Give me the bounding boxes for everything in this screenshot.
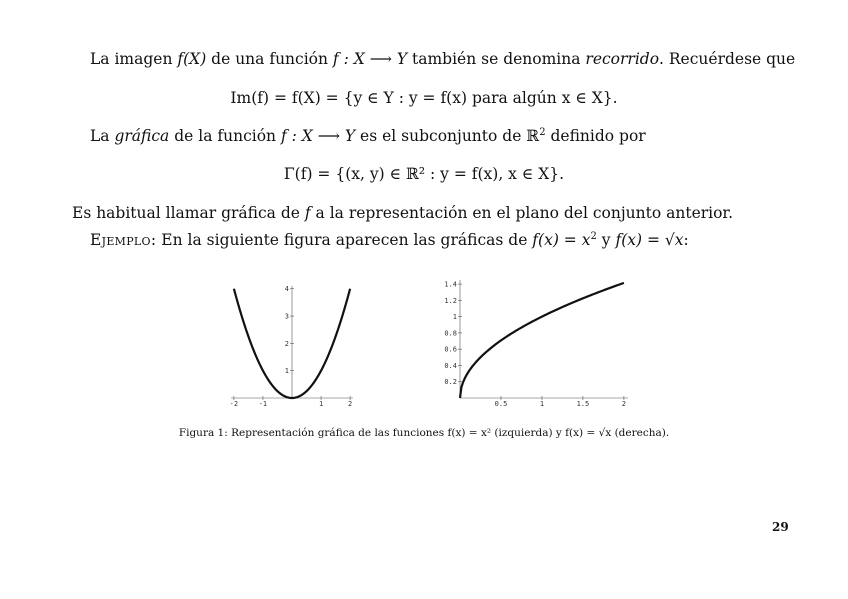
paragraph-image-definition: La imagen f(X) de una función f : X ⟶ Y también se denomina recorrido. Recuérdese que xyxy=(90,50,796,68)
x-tick-label: 2 xyxy=(347,400,353,408)
y-tick-label: 0.2 xyxy=(444,378,457,387)
figure-caption: Figura 1: Representación gráfica de las funciones f(x) = x² (izquierda) y f(x) = √x (derecha). xyxy=(178,427,670,439)
example-label: Ejemplo: xyxy=(90,231,157,249)
y-tick-label: 1 xyxy=(284,367,289,376)
y-tick-label: 0.4 xyxy=(444,361,457,370)
paragraph-representation: Es habitual llamar gráfica de f a la representación en el plano del conjunto anterior. xyxy=(72,204,734,222)
y-tick-label: 4 xyxy=(284,285,289,294)
y-tick-label: 1.4 xyxy=(444,280,457,289)
y-tick-label: 2 xyxy=(284,339,289,348)
equation-image: Im(f) = f(X) = {y ∈ Y : y = f(x) para algún x ∈ X}. xyxy=(230,89,618,107)
curve-x-squared xyxy=(234,289,350,398)
page-number: 29 xyxy=(772,520,789,534)
term-grafica: gráfica xyxy=(114,127,170,145)
y-tick-label: 0.6 xyxy=(444,345,457,354)
y-tick-label: 3 xyxy=(284,312,289,321)
equation-graph: Γ(f) = {(x, y) ∈ ℝ² : y = f(x), x ∈ X}. xyxy=(283,165,565,183)
curve-sqrt-x xyxy=(460,283,624,398)
x-tick-label: 0.5 xyxy=(494,400,508,408)
x-tick-label: 1.5 xyxy=(576,400,590,408)
y-tick-label: 1 xyxy=(452,313,457,322)
x-tick-label: 1 xyxy=(539,400,545,408)
x-tick-label: 1 xyxy=(318,400,324,408)
x-tick-label: -1 xyxy=(258,400,268,408)
example-paragraph: Ejemplo: En la siguiente figura aparecen las gráficas de $f(x) = x^2$ y f(x) = √x: xyxy=(90,231,689,249)
x-tick-label: 2 xyxy=(621,400,627,408)
paragraph-graph-definition: La gráfica de la función f : X ⟶ Y es el subconjunto de ℝ$^2$ definido por xyxy=(90,127,646,145)
y-tick-label: 0.8 xyxy=(444,329,457,338)
x-tick-label: -2 xyxy=(229,400,239,408)
term-recorrido: recorrido xyxy=(585,50,660,68)
y-tick-label: 1.2 xyxy=(444,296,457,305)
